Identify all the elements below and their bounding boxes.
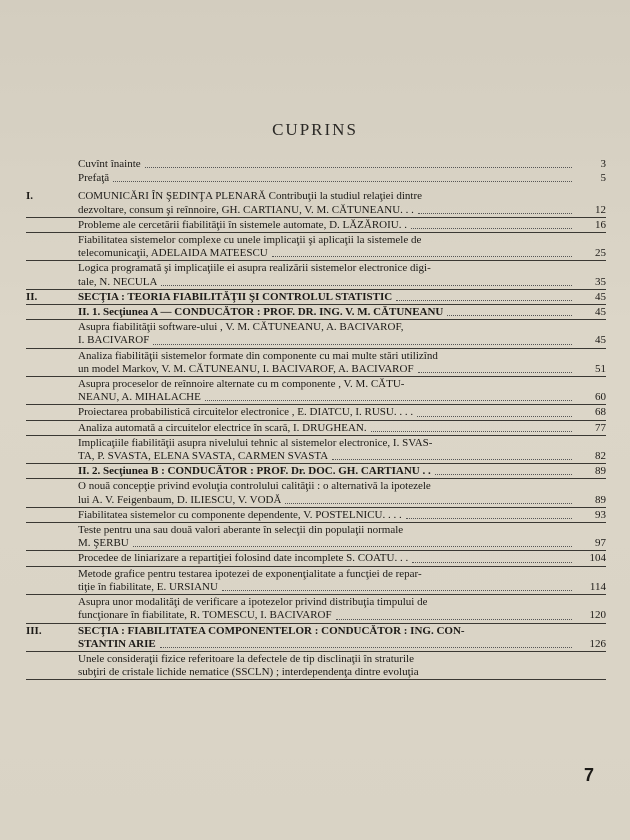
toc-line (26, 465, 606, 478)
section-number: II. (26, 290, 38, 303)
table-of-contents (26, 158, 606, 681)
toc-entry (26, 509, 606, 523)
toc-line (26, 638, 606, 651)
toc-line (26, 653, 606, 666)
entry-text: subţiri de cristale lichide nematice (SSCLN) ; interdependenţa dintre evoluţia (78, 666, 419, 679)
entry-text: Unele consideraţii fizice referitoare la defectele de tip disclinaţii în straturile (78, 652, 414, 665)
toc-entry (26, 406, 606, 420)
toc-line (26, 158, 606, 171)
entry-text: tale, N. NECULA (78, 275, 158, 288)
page-number: 7 (584, 765, 595, 785)
entry-page-number: 25 (595, 247, 606, 260)
leader-dots (396, 300, 572, 301)
toc-line (26, 363, 606, 376)
entry-text: Probleme ale cercetării fiabilităţii în sistemele automate, D. LĂZĂROIU. . (78, 218, 407, 231)
leader-dots (417, 416, 572, 417)
toc-line (26, 450, 606, 463)
entry-text: M. ŞERBU (78, 537, 129, 550)
entry-text: SECŢIA : FIABILITATEA COMPONENTELOR : CONDUCĂTOR : ING. CON- (78, 624, 465, 637)
entry-page-number: 82 (595, 450, 606, 463)
toc-entry (26, 172, 606, 189)
leader-dots (418, 213, 572, 214)
entry-text: Logica programată şi implicaţiile ei asupra realizării sistemelor electronice digi- (78, 262, 431, 275)
toc-line (26, 350, 606, 363)
leader-dots (145, 167, 572, 168)
section-number: III. (26, 624, 42, 637)
toc-entry (26, 465, 606, 479)
toc-entry (26, 378, 606, 405)
toc-line (26, 537, 606, 550)
leader-dots (272, 256, 572, 257)
toc-entry (26, 625, 606, 652)
toc-entry (26, 190, 606, 217)
toc-line (26, 406, 606, 419)
entry-text: lui A. V. Feigenbaum, D. ILIESCU, V. VODĂ (78, 493, 282, 506)
entry-page-number: 60 (595, 391, 606, 404)
toc-line (26, 334, 606, 347)
entry-page-number: 16 (595, 218, 606, 231)
entry-page-number: 68 (595, 406, 606, 419)
toc-line (26, 568, 606, 581)
toc-entry (26, 596, 606, 623)
leader-dots (447, 315, 572, 316)
entry-page-number: 89 (595, 493, 606, 506)
toc-line (26, 234, 606, 247)
toc-line (26, 247, 606, 260)
entry-text: I. BACIVAROF (78, 334, 150, 347)
toc-entry (26, 568, 606, 595)
toc-line (26, 437, 606, 450)
toc-line (26, 391, 606, 404)
toc-line (26, 262, 606, 275)
toc-entry (26, 437, 606, 464)
page-title: CUPRINS (272, 120, 358, 139)
entry-text: Metode grafice pentru testarea ipotezei de exponenţialitate a funcţiei de repar- (78, 567, 422, 580)
toc-line (26, 666, 606, 679)
toc-line (26, 609, 606, 622)
entry-text: NEANU, A. MIHALACHE (78, 391, 201, 404)
entry-text: un model Markov, V. M. CĂTUNEANU, I. BACIVAROF, A. BACIVAROF (78, 362, 414, 375)
entry-text: TA, P. SVASTA, ELENA SVASTA, CARMEN SVASTA (78, 450, 329, 463)
entry-text: COMUNICĂRI ÎN ŞEDINŢA PLENARĂ Contribuţii la studiul relaţiei dintre (78, 190, 423, 203)
entry-text: tiţie în fiabilitate, E. URSIANU (78, 580, 218, 593)
toc-line (26, 625, 606, 638)
leader-dots (418, 372, 572, 373)
entry-text: II. 1. Secţiunea A — CONDUCĂTOR : PROF. DR. ING. V. M. CĂTUNEANU (78, 306, 444, 319)
leader-dots (285, 503, 572, 504)
entry-page-number: 97 (595, 537, 606, 550)
entry-text: Prefaţă (78, 172, 110, 185)
toc-entry (26, 262, 606, 289)
leader-dots (412, 562, 572, 563)
entry-text: Asupra unor modalităţi de verificare a ipotezelor privind distribuţia timpului de (78, 596, 428, 609)
entry-text: Procedee de liniarizare a repartiţiei folosind date incomplete S. COATU. . . (78, 552, 409, 565)
leader-dots (411, 228, 572, 229)
toc-line (26, 509, 606, 522)
entry-page-number: 126 (589, 637, 606, 650)
entry-text: Analiza fiabilităţii sistemelor formate din componente cu mai multe stări utilizînd (78, 349, 438, 362)
toc-entry (26, 158, 606, 171)
toc-entry (26, 321, 606, 348)
toc-entry (26, 291, 606, 305)
entry-text: Cuvînt înainte (78, 158, 141, 170)
toc-entry (26, 306, 606, 320)
toc-entry (26, 234, 606, 261)
toc-entry (26, 219, 606, 233)
leader-dots (160, 647, 572, 648)
entry-text: Fiabilitatea sistemelor complexe cu unele implicaţii şi aplicaţii la sistemele de (78, 234, 422, 247)
entry-text: Asupra proceselor de reînnoire alternate cu m componente , V. M. CĂTU- (78, 378, 405, 391)
toc-line (26, 291, 606, 304)
entry-text: Asupra fiabilităţii software-ului , V. M. CĂTUNEANU, A. BACIVAROF, (78, 321, 404, 334)
entry-page-number: 93 (595, 508, 606, 521)
entry-text: STANTIN ARIE (78, 637, 156, 650)
leader-dots (153, 344, 572, 345)
entry-page-number: 104 (589, 552, 606, 565)
entry-text: funcţionare în fiabilitate, R. TOMESCU, I. BACIVAROF (78, 609, 332, 622)
toc-line (26, 581, 606, 594)
toc-line (26, 480, 606, 493)
entry-text: Teste pentru una sau două valori aberante în selecţii din populaţii normale (78, 524, 404, 537)
leader-dots (435, 474, 572, 475)
leader-dots (205, 400, 572, 401)
section-number: I. (26, 190, 34, 203)
toc-entry (26, 524, 606, 551)
entry-page-number: 51 (595, 362, 606, 375)
toc-line (26, 524, 606, 537)
entry-text: Proiectarea probabilistică circuitelor electronice , E. DIATCU, I. RUSU. . . . (78, 406, 414, 419)
entry-text: Analiza automată a circuitelor electrice în scară, I. DRUGHEAN. (78, 421, 367, 434)
toc-line (26, 306, 606, 319)
leader-dots (371, 431, 572, 432)
toc-entry (26, 653, 606, 680)
leader-dots (222, 590, 572, 591)
entry-text: telecomunicaţii, ADELAIDA MATEESCU (78, 247, 268, 260)
toc-entry (26, 422, 606, 436)
leader-dots (406, 518, 572, 519)
toc-line (26, 596, 606, 609)
entry-page-number: 45 (595, 334, 606, 347)
toc-line (26, 219, 606, 232)
leader-dots (161, 285, 572, 286)
entry-page-number: 12 (595, 203, 606, 216)
entry-page-number: 120 (589, 609, 606, 622)
entry-text: SECŢIA : TEORIA FIABILITĂŢII ŞI CONTROLUL STATISTIC (78, 290, 393, 303)
entry-page-number: 3 (600, 158, 606, 170)
toc-line (26, 321, 606, 334)
entry-page-number: 5 (600, 172, 606, 185)
toc-line (26, 552, 606, 565)
entry-page-number: 89 (595, 465, 606, 478)
entry-text: dezvoltare, consum şi reînnoire, GH. CARTIANU, V. M. CĂTUNEANU. . . (78, 203, 414, 216)
entry-text: O nouă concepţie privind evoluţia controlului calităţii : o alternativă la ipotezele (78, 480, 431, 493)
entry-page-number: 114 (589, 580, 606, 593)
entry-page-number: 45 (595, 306, 606, 319)
entry-page-number: 35 (595, 275, 606, 288)
toc-line (26, 190, 606, 203)
toc-line (26, 422, 606, 435)
leader-dots (336, 619, 572, 620)
toc-line (26, 204, 606, 217)
leader-dots (133, 546, 572, 547)
leader-dots (332, 459, 572, 460)
toc-line (26, 378, 606, 391)
toc-line (26, 494, 606, 507)
toc-entry (26, 480, 606, 507)
toc-line (26, 172, 606, 185)
entry-text: Implicaţiile fiabilităţii asupra nivelului tehnic al sistemelor electronice, I. SVAS- (78, 436, 433, 449)
toc-line (26, 276, 606, 289)
toc-entry (26, 552, 606, 566)
entry-page-number: 45 (595, 290, 606, 303)
leader-dots (113, 181, 572, 182)
entry-text: Fiabilitatea sistemelor cu componente dependente, V. POSTELNICU. . . . (78, 508, 402, 521)
entry-page-number: 77 (595, 421, 606, 434)
toc-entry (26, 350, 606, 377)
entry-text: II. 2. Secţiunea B : CONDUCĂTOR : PROF. Dr. DOC. GH. CARTIANU . . (78, 465, 431, 478)
